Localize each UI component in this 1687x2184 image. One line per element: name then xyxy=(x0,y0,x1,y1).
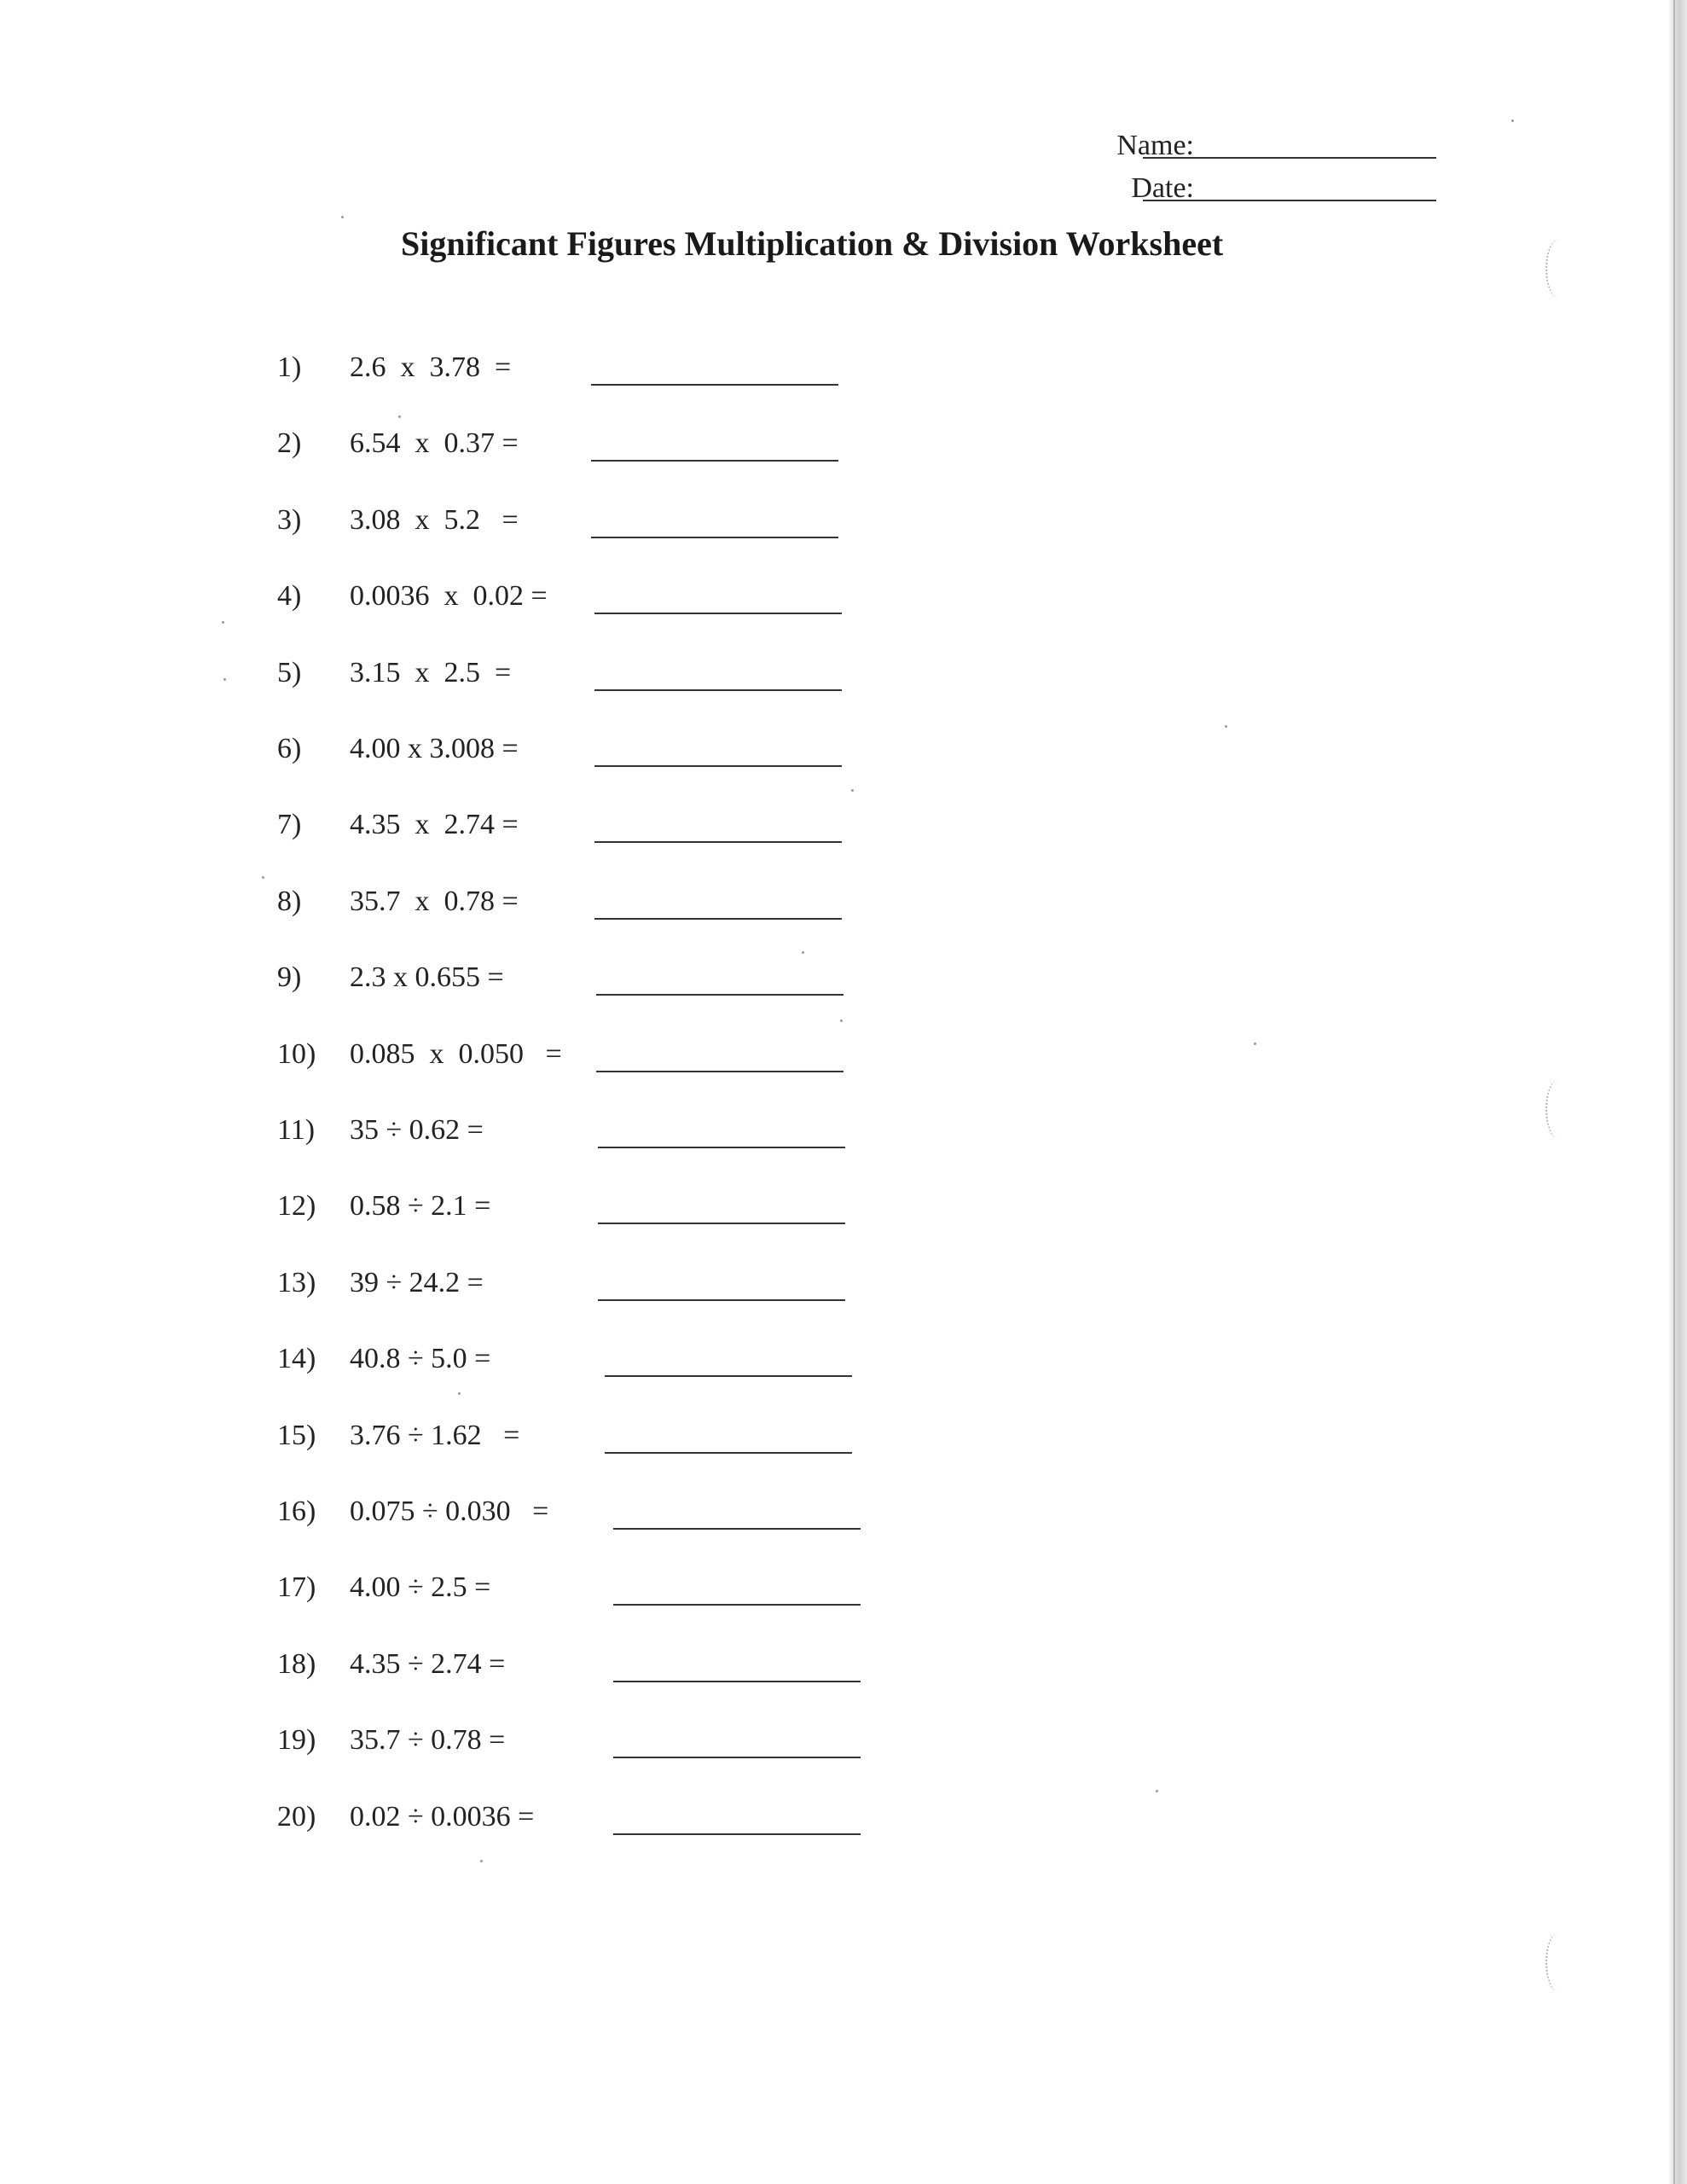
answer-blank-line[interactable] xyxy=(598,1223,845,1224)
problem-expression: 4.35 ÷ 2.74 = xyxy=(350,1648,506,1680)
problem-number: 8) xyxy=(277,886,302,917)
answer-blank-line[interactable] xyxy=(591,537,838,538)
problem-number: 3) xyxy=(277,504,302,536)
problem-number: 16) xyxy=(277,1496,316,1527)
worksheet-title: Significant Figures Multiplication & Division Worksheet xyxy=(401,224,1224,263)
problem-expression: 2.3 x 0.655 = xyxy=(350,961,504,993)
problem-expression: 0.085 x 0.050 = xyxy=(350,1038,562,1070)
answer-blank-line[interactable] xyxy=(596,994,844,996)
problem-number: 18) xyxy=(277,1648,316,1680)
problem-expression: 4.00 ÷ 2.5 = xyxy=(350,1571,491,1603)
problem-number: 13) xyxy=(277,1267,316,1298)
problem-number: 12) xyxy=(277,1190,316,1222)
answer-blank-line[interactable] xyxy=(594,689,842,691)
problem-number: 11) xyxy=(277,1114,316,1146)
problem-number: 15) xyxy=(277,1420,316,1451)
scan-speck xyxy=(1254,1043,1256,1045)
answer-blank-line[interactable] xyxy=(598,1299,845,1301)
answer-blank-line[interactable] xyxy=(591,460,838,462)
problem-row xyxy=(0,1267,938,1318)
problem-row xyxy=(0,961,938,1013)
problem-row xyxy=(0,886,938,937)
problem-expression: 3.08 x 5.2 = xyxy=(350,504,519,536)
problem-row xyxy=(0,1190,938,1241)
scan-speck xyxy=(1511,119,1514,122)
problem-number: 19) xyxy=(277,1724,316,1756)
problem-expression: 3.76 ÷ 1.62 = xyxy=(350,1420,520,1451)
problem-row xyxy=(0,504,938,555)
answer-blank-line[interactable] xyxy=(594,613,842,614)
scan-speck xyxy=(458,1392,461,1395)
problem-number: 2) xyxy=(277,427,302,459)
name-label: Name: xyxy=(1116,130,1194,161)
problem-number: 20) xyxy=(277,1801,316,1833)
answer-blank-line[interactable] xyxy=(591,384,838,386)
scan-speck xyxy=(262,876,264,879)
problem-expression: 35.7 x 0.78 = xyxy=(350,886,519,917)
problem-row xyxy=(0,1420,938,1471)
problem-number: 7) xyxy=(277,809,302,840)
scan-speck xyxy=(480,1860,483,1862)
problem-number: 4) xyxy=(277,580,302,612)
problem-number: 6) xyxy=(277,733,302,764)
problem-expression: 35 ÷ 0.62 = xyxy=(350,1114,484,1146)
problem-number: 9) xyxy=(277,961,302,993)
problem-number: 14) xyxy=(277,1343,316,1374)
scan-speck xyxy=(1156,1790,1158,1792)
problem-row xyxy=(0,1801,938,1852)
problem-number: 1) xyxy=(277,351,302,383)
date-label: Date: xyxy=(1131,172,1194,204)
problem-number: 5) xyxy=(277,657,302,688)
scan-speck xyxy=(851,789,854,792)
problem-row xyxy=(0,1343,938,1394)
answer-blank-line[interactable] xyxy=(596,1071,844,1072)
answer-blank-line[interactable] xyxy=(605,1452,852,1454)
problem-number: 10) xyxy=(277,1038,316,1070)
problem-row xyxy=(0,351,938,403)
problem-expression: 0.075 ÷ 0.030 = xyxy=(350,1496,549,1527)
problem-row xyxy=(0,1724,938,1775)
problem-row xyxy=(0,1496,938,1547)
problem-row xyxy=(0,427,938,479)
problem-expression: 6.54 x 0.37 = xyxy=(350,427,519,459)
problem-expression: 0.02 ÷ 0.0036 = xyxy=(350,1801,535,1833)
problem-row xyxy=(0,1114,938,1165)
problem-row xyxy=(0,733,938,784)
problem-row xyxy=(0,1571,938,1623)
answer-blank-line[interactable] xyxy=(594,918,842,920)
answer-blank-line[interactable] xyxy=(594,841,842,843)
problem-expression: 0.58 ÷ 2.1 = xyxy=(350,1190,491,1222)
scan-speck xyxy=(341,216,344,218)
problem-expression: 35.7 ÷ 0.78 = xyxy=(350,1724,506,1756)
problem-expression: 39 ÷ 24.2 = xyxy=(350,1267,484,1298)
answer-blank-line[interactable] xyxy=(613,1604,861,1606)
scan-speck xyxy=(802,951,804,954)
answer-blank-line[interactable] xyxy=(613,1528,861,1530)
problem-row xyxy=(0,1038,938,1089)
problem-number: 17) xyxy=(277,1571,316,1603)
answer-blank-line[interactable] xyxy=(613,1757,861,1758)
problem-expression: 0.0036 x 0.02 = xyxy=(350,580,548,612)
scan-speck xyxy=(223,678,226,681)
problem-expression: 4.35 x 2.74 = xyxy=(350,809,519,840)
problem-expression: 3.15 x 2.5 = xyxy=(350,657,512,688)
answer-blank-line[interactable] xyxy=(613,1833,861,1835)
answer-blank-line[interactable] xyxy=(594,765,842,767)
answer-blank-line[interactable] xyxy=(605,1375,852,1377)
problem-expression: 2.6 x 3.78 = xyxy=(350,351,512,383)
scan-speck xyxy=(398,415,401,418)
problem-expression: 40.8 ÷ 5.0 = xyxy=(350,1343,491,1374)
answer-blank-line[interactable] xyxy=(598,1147,845,1148)
problem-row xyxy=(0,657,938,708)
scan-speck xyxy=(222,621,224,624)
problem-row xyxy=(0,1648,938,1699)
scan-speck xyxy=(1225,725,1227,728)
problem-row xyxy=(0,809,938,860)
problem-expression: 4.00 x 3.008 = xyxy=(350,733,519,764)
scan-speck xyxy=(840,1019,843,1022)
answer-blank-line[interactable] xyxy=(613,1681,861,1682)
problem-row xyxy=(0,580,938,631)
